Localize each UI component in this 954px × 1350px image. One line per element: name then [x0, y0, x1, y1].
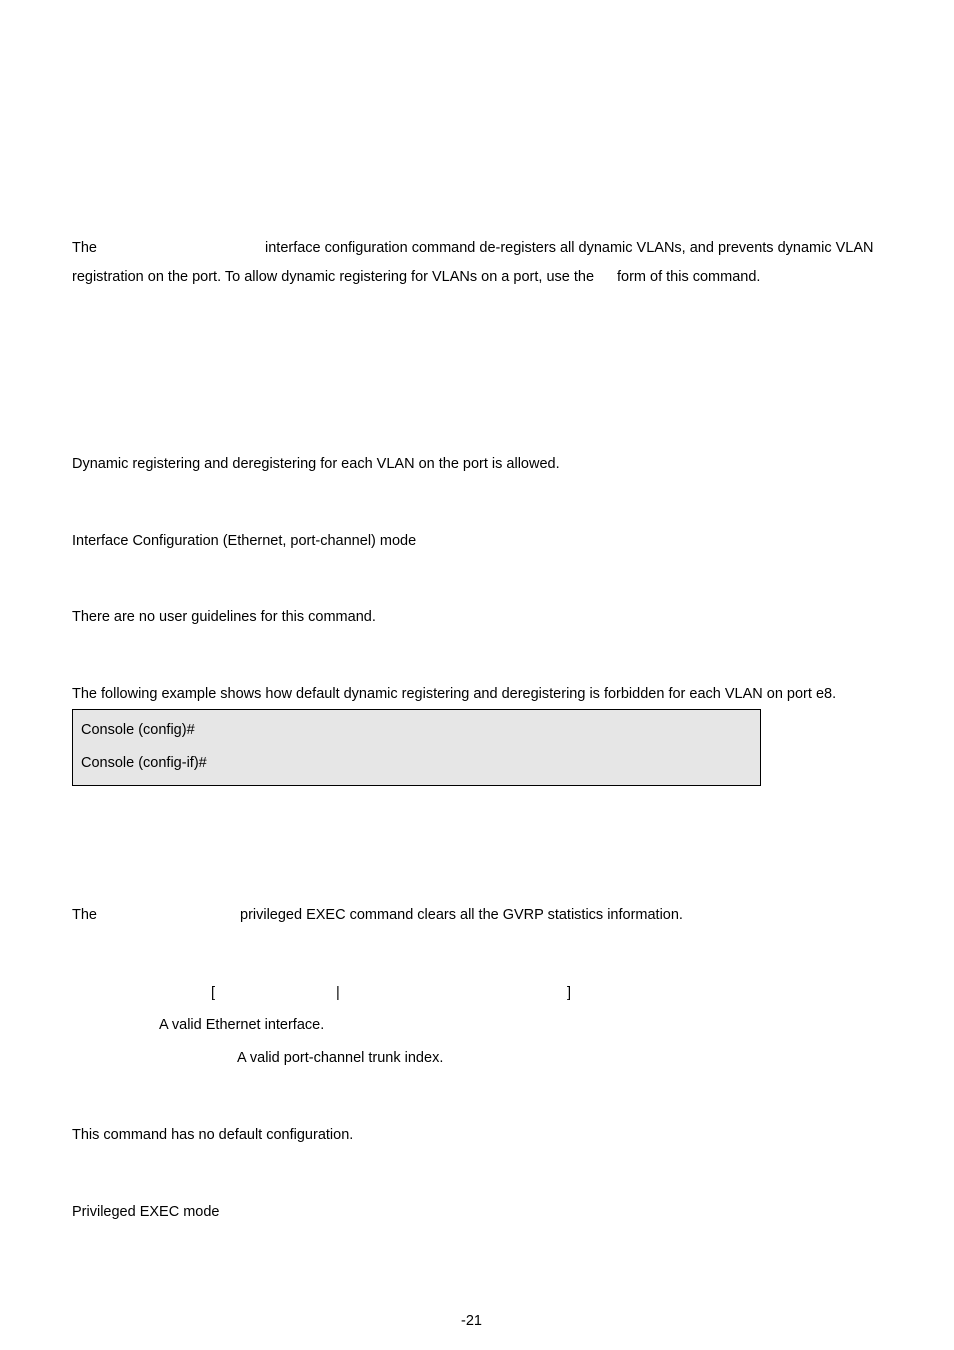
- user-guidelines-text: There are no user guidelines for this command.: [72, 609, 376, 625]
- command-mode-text: Interface Configuration (Ethernet, port-channel) mode: [72, 533, 417, 549]
- param-ethernet-description: A valid Ethernet interface.: [159, 1017, 325, 1033]
- intro-line2-a: registration on the port. To allow dynamic registering for VLANs on a port, use the: [72, 269, 595, 285]
- page-number: -21: [461, 1313, 482, 1329]
- command-mode-text-2: Privileged EXEC mode: [72, 1204, 220, 1220]
- syntax-bracket-close: ]: [567, 985, 572, 1001]
- intro-the-2: The: [72, 907, 97, 923]
- intro-description-1: interface configuration command de-registers all dynamic VLANs, and prevents dynamic VLAN: [265, 240, 874, 256]
- syntax-separator: |: [336, 985, 340, 1001]
- intro-the-1: The: [72, 240, 97, 256]
- default-configuration-text-2: This command has no default configuration.: [72, 1127, 354, 1143]
- console-line: Console (config)#: [81, 722, 195, 738]
- console-example-box: [72, 709, 761, 786]
- syntax-bracket-open: [: [211, 985, 216, 1001]
- default-configuration-text: Dynamic registering and deregistering for each VLAN on the port is allowed.: [72, 456, 560, 472]
- console-line: Console (config-if)#: [81, 755, 207, 771]
- param-port-channel-description: A valid port-channel trunk index.: [237, 1050, 444, 1066]
- intro-line2-b: form of this command.: [617, 269, 761, 285]
- example-description: The following example shows how default dynamic registering and deregistering is forbidden for each VLAN on port e8.: [72, 686, 837, 702]
- intro-description-2: privileged EXEC command clears all the GVRP statistics information.: [240, 907, 683, 923]
